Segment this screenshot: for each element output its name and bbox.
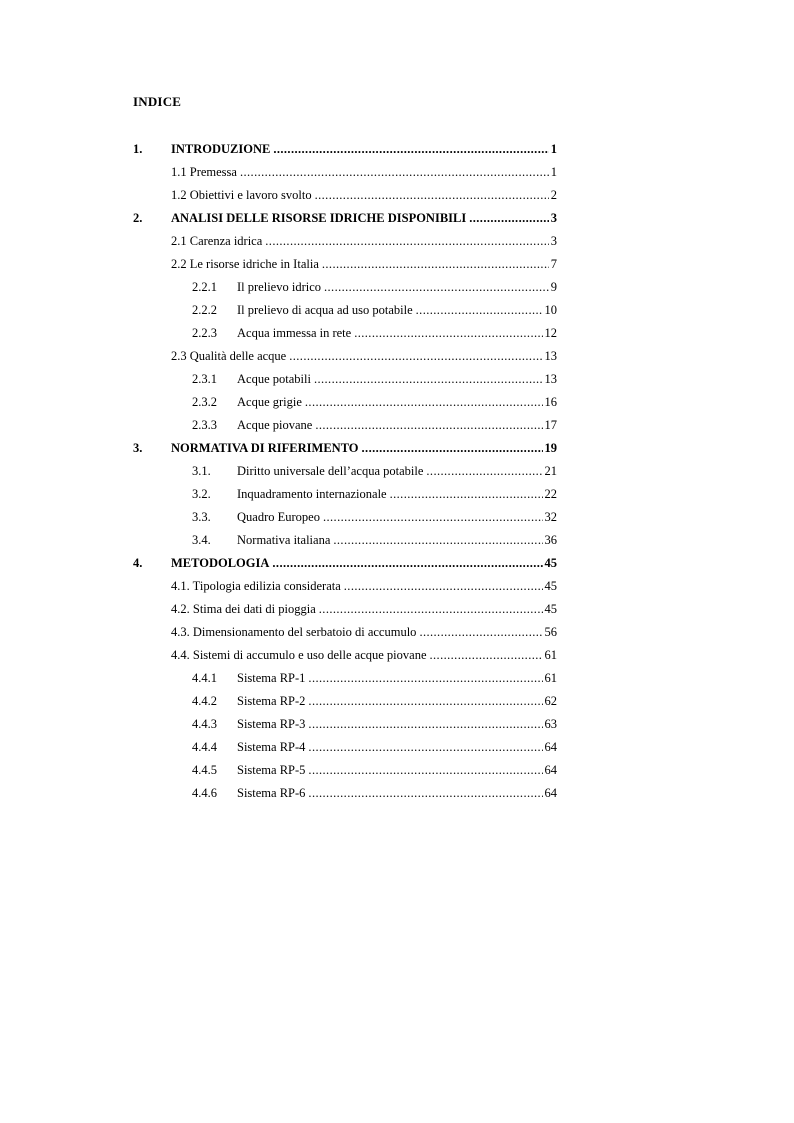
toc-entry-page: 19	[544, 441, 557, 455]
toc-entry-line	[171, 209, 557, 227]
toc-entry-number: 4.4.3	[192, 717, 217, 731]
toc-entry-number: 4.4.1	[192, 671, 217, 685]
toc-entry-line	[237, 370, 557, 388]
toc-entry-title: Quadro Europeo	[237, 510, 320, 524]
toc-entry-page: 17	[544, 418, 557, 432]
toc-entry-title: 4.4. Sistemi di accumulo e uso delle acque piovane	[171, 648, 427, 662]
toc-entry-number: 3.	[133, 441, 143, 455]
toc-entry-title: Sistema RP-3	[237, 717, 306, 731]
toc-entry-line	[171, 255, 557, 273]
toc-entry-line	[237, 761, 557, 779]
toc-entry-title: 2.1 Carenza idrica	[171, 234, 263, 248]
toc-entry-title: METODOLOGIA	[171, 556, 270, 570]
toc-entry-line	[171, 347, 557, 365]
toc-entry[interactable]	[0, 163, 794, 181]
toc-entry[interactable]	[0, 577, 794, 595]
toc-entry-title: ANALISI DELLE RISORSE IDRICHE DISPONIBILI	[171, 211, 467, 225]
toc-dot-leader	[308, 761, 542, 779]
toc-entry-title: 2.3 Qualità delle acque	[171, 349, 287, 363]
toc-entry[interactable]	[0, 140, 794, 158]
page-title: INDICE	[133, 94, 182, 109]
toc-entry-line	[171, 554, 557, 572]
toc-dot-leader	[333, 531, 542, 549]
toc-entry[interactable]	[0, 232, 794, 250]
toc-entry[interactable]	[0, 347, 794, 365]
toc-dot-leader	[315, 186, 549, 204]
toc-entry-page: 13	[544, 349, 557, 363]
toc-entry-page: 7	[550, 257, 557, 271]
toc-dot-leader	[315, 416, 542, 434]
toc-entry-page: 3	[550, 211, 557, 225]
toc-dot-leader	[273, 140, 548, 158]
toc-entry-line	[237, 669, 557, 687]
toc-entry-line	[237, 393, 557, 411]
toc-entry-page: 13	[544, 372, 557, 386]
toc-entry-number: 4.4.5	[192, 763, 217, 777]
toc-entry-line	[171, 186, 557, 204]
toc-entry[interactable]	[0, 738, 794, 756]
toc-entry-line	[171, 623, 557, 641]
toc-entry[interactable]	[0, 416, 794, 434]
toc-dot-leader	[308, 715, 542, 733]
toc-entry-number: 2.3.2	[192, 395, 217, 409]
toc-dot-leader	[354, 324, 542, 342]
toc-entry-title: 4.3. Dimensionamento del serbatoio di accumulo	[171, 625, 417, 639]
toc-entry-page: 64	[544, 786, 557, 800]
toc-dot-leader	[362, 439, 543, 457]
toc-entry-page: 2	[550, 188, 557, 202]
toc-entry-line	[171, 577, 557, 595]
toc-entry[interactable]	[0, 324, 794, 342]
toc-entry-line	[237, 531, 557, 549]
toc-entry-number: 2.2.2	[192, 303, 217, 317]
toc-entry-page: 9	[550, 280, 557, 294]
toc-entry-line	[237, 278, 557, 296]
toc-entry-title: NORMATIVA DI RIFERIMENTO	[171, 441, 359, 455]
toc-entry-page: 45	[544, 556, 557, 570]
toc-dot-leader	[390, 485, 543, 503]
toc-entry-line	[237, 508, 557, 526]
toc-entry-title: 1.1 Premessa	[171, 165, 237, 179]
toc-dot-leader	[265, 232, 548, 250]
toc-entry-title: Sistema RP-5	[237, 763, 306, 777]
toc-entry[interactable]	[0, 278, 794, 296]
toc-entry-line	[171, 439, 557, 457]
toc-dot-leader	[323, 508, 543, 526]
toc-entry-line	[237, 301, 557, 319]
toc-dot-leader	[308, 738, 542, 756]
toc-entry-title: Diritto universale dell’acqua potabile	[237, 464, 424, 478]
toc-entry-page: 22	[544, 487, 557, 501]
toc-entry-title: Sistema RP-1	[237, 671, 306, 685]
toc-dot-leader	[308, 692, 542, 710]
toc-entry-number: 2.3.3	[192, 418, 217, 432]
toc-dot-leader	[416, 301, 543, 319]
toc-entry-number: 1.	[133, 142, 143, 156]
toc-entry-page: 64	[544, 740, 557, 754]
toc-entry-line	[237, 324, 557, 342]
toc-entry[interactable]	[0, 462, 794, 480]
toc-entry[interactable]	[0, 600, 794, 618]
toc-dot-leader	[430, 646, 543, 664]
toc-entry[interactable]	[0, 715, 794, 733]
toc-entry-number: 2.3.1	[192, 372, 217, 386]
toc-entry[interactable]	[0, 784, 794, 802]
toc-entry-number: 3.1.	[192, 464, 211, 478]
toc-dot-leader	[308, 669, 542, 687]
toc-entry[interactable]	[0, 646, 794, 664]
toc-entry[interactable]	[0, 669, 794, 687]
toc-entry-line	[237, 715, 557, 733]
toc-dot-leader	[305, 393, 543, 411]
toc-dot-leader	[469, 209, 549, 227]
toc-entry[interactable]	[0, 531, 794, 549]
toc-entry-title: 2.2 Le risorse idriche in Italia	[171, 257, 319, 271]
toc-entry-line	[237, 462, 557, 480]
toc-entry-title: 1.2 Obiettivi e lavoro svolto	[171, 188, 312, 202]
toc-entry-page: 16	[544, 395, 557, 409]
toc-entry-page: 64	[544, 763, 557, 777]
toc-entry-page: 10	[544, 303, 557, 317]
toc-entry-line	[237, 784, 557, 802]
toc-entry-title: 4.1. Tipologia edilizia considerata	[171, 579, 341, 593]
toc-entry[interactable]	[0, 439, 794, 457]
toc-dot-leader	[426, 462, 542, 480]
toc-entry-page: 45	[544, 579, 557, 593]
toc-entry-title: 4.2. Stima dei dati di pioggia	[171, 602, 316, 616]
toc-entry-page: 21	[544, 464, 557, 478]
toc-entry-line	[171, 646, 557, 664]
toc-entry-title: Acque potabili	[237, 372, 311, 386]
toc-entry-number: 4.4.2	[192, 694, 217, 708]
toc-dot-leader	[319, 600, 543, 618]
toc-entry[interactable]	[0, 485, 794, 503]
toc-entry-line	[237, 416, 557, 434]
toc-entry-number: 3.2.	[192, 487, 211, 501]
toc-dot-leader	[324, 278, 549, 296]
toc-entry-page: 62	[544, 694, 557, 708]
toc-entry-page: 12	[544, 326, 557, 340]
toc-entry-title: Acque grigie	[237, 395, 302, 409]
toc-entry-page: 3	[550, 234, 557, 248]
toc-entry[interactable]	[0, 761, 794, 779]
toc-entry-page: 63	[544, 717, 557, 731]
toc-entry-page: 36	[544, 533, 557, 547]
toc-entry[interactable]	[0, 623, 794, 641]
toc-entry-title: Inquadramento internazionale	[237, 487, 387, 501]
toc-entry-title: Normativa italiana	[237, 533, 331, 547]
toc-entry[interactable]	[0, 692, 794, 710]
toc-entry-number: 2.	[133, 211, 143, 225]
toc-dot-leader	[240, 163, 549, 181]
toc-dot-leader	[308, 784, 542, 802]
toc-entry-title: Sistema RP-4	[237, 740, 306, 754]
toc-entry[interactable]	[0, 209, 794, 227]
toc-entry-title: Sistema RP-2	[237, 694, 306, 708]
toc-dot-leader	[344, 577, 543, 595]
toc-entry-page: 1	[550, 165, 557, 179]
toc-entry-number: 3.4.	[192, 533, 211, 547]
toc-entry[interactable]	[0, 301, 794, 319]
toc-entry-line	[237, 485, 557, 503]
toc-entry-line	[237, 738, 557, 756]
toc-entry-title: Acqua immessa in rete	[237, 326, 352, 340]
toc-entry-page: 56	[544, 625, 557, 639]
toc-entry-page: 61	[544, 648, 557, 662]
toc-entry-line	[237, 692, 557, 710]
toc-entry-page: 45	[544, 602, 557, 616]
toc-entry[interactable]	[0, 370, 794, 388]
toc-entry-line	[171, 232, 557, 250]
toc-entry-line	[171, 140, 557, 158]
toc-dot-leader	[272, 554, 542, 572]
toc-entry[interactable]	[0, 508, 794, 526]
toc-entry[interactable]	[0, 554, 794, 572]
toc-dot-leader	[314, 370, 543, 388]
toc-entry-number: 4.4.4	[192, 740, 217, 754]
toc-entry[interactable]	[0, 255, 794, 273]
toc-dot-leader	[289, 347, 542, 365]
toc-entry-line	[171, 163, 557, 181]
toc-entry-number: 4.	[133, 556, 143, 570]
toc-entry-page: 32	[544, 510, 557, 524]
toc-entry-page: 1	[550, 142, 557, 156]
toc-entry-title: Sistema RP-6	[237, 786, 306, 800]
toc-entry-title: Acque piovane	[237, 418, 313, 432]
toc-entry[interactable]	[0, 393, 794, 411]
toc-entry-page: 61	[544, 671, 557, 685]
toc-entry[interactable]	[0, 186, 794, 204]
toc-entry-title: Il prelievo idrico	[237, 280, 321, 294]
toc-entry-number: 3.3.	[192, 510, 211, 524]
toc-entry-number: 2.2.1	[192, 280, 217, 294]
toc-entry-number: 4.4.6	[192, 786, 217, 800]
toc-dot-leader	[322, 255, 549, 273]
toc-entry-title: INTRODUZIONE	[171, 142, 271, 156]
toc-entry-title: Il prelievo di acqua ad uso potabile	[237, 303, 413, 317]
toc-entry-number: 2.2.3	[192, 326, 217, 340]
toc-entry-line	[171, 600, 557, 618]
toc-dot-leader	[419, 623, 542, 641]
